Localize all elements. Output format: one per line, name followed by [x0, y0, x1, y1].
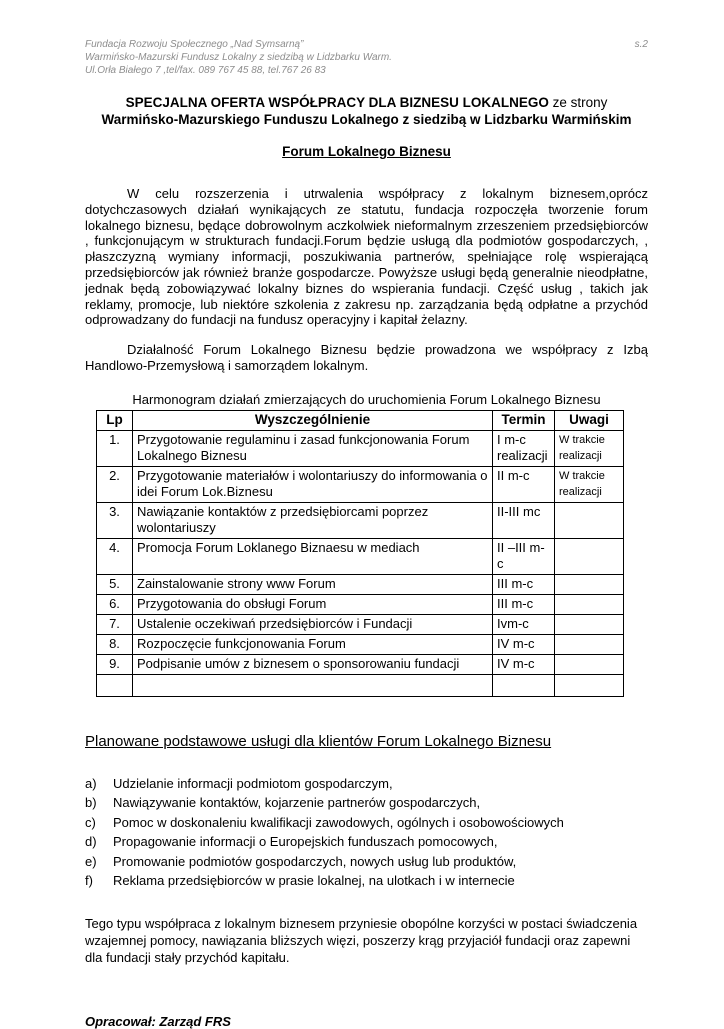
cell-termin: IV m-c	[493, 634, 555, 654]
service-item-marker: f)	[85, 873, 93, 889]
cell-uwagi	[555, 594, 624, 614]
service-item-marker: b)	[85, 795, 97, 811]
cell-lp: 9.	[97, 654, 133, 674]
cell-termin: IV m-c	[493, 654, 555, 674]
cell-uwagi: W trakcie realizacji	[555, 430, 624, 466]
header-org-name: Fundacja Rozwoju Społecznego „Nad Symsarną”	[85, 39, 304, 50]
table-row	[97, 574, 624, 594]
schedule-table	[96, 410, 624, 697]
document-title-suffix: ze strony	[548, 95, 608, 110]
cell-uwagi	[555, 674, 624, 696]
service-item-text: Nawiązywanie kontaktów, kojarzenie partnerów gospodarczych,	[113, 795, 481, 811]
cell-termin: II-III mc	[493, 502, 555, 538]
cell-lp: 2.	[97, 466, 133, 502]
section-heading-services: Planowane podstawowe usługi dla klientów Forum Lokalnego Biznesu	[85, 732, 552, 750]
service-item-text: Promowanie podmiotów gospodarczych, nowych usług lub produktów,	[113, 853, 517, 869]
cell-lp: 5.	[97, 574, 133, 594]
page-number: s.2	[634, 39, 648, 50]
schedule-table-caption: Harmonogram działań zmierzających do uruchomienia Forum Lokalnego Biznesu	[132, 391, 601, 407]
document-title-line2: Warmińsko-Mazurskiego Funduszu Lokalnego z siedzibą w Lidzbarku Warmińskim	[101, 112, 632, 127]
service-item	[85, 832, 648, 852]
column-header-termin: Termin	[493, 410, 555, 430]
cell-termin	[493, 674, 555, 696]
table-row	[97, 674, 624, 696]
cell-lp: 8.	[97, 634, 133, 654]
cell-uwagi	[555, 614, 624, 634]
service-item-text: Pomoc w doskonaleniu kwalifikacji zawodowych, ogólnych i osobowościowych	[113, 814, 564, 830]
table-row	[97, 430, 624, 466]
cell-termin: III m-c	[493, 574, 555, 594]
service-item	[85, 774, 648, 794]
cell-uwagi	[555, 502, 624, 538]
cell-desc: Przygotowanie regulaminu i zasad funkcjonowania Forum Lokalnego Biznesu	[133, 430, 493, 466]
header-org-sub: Warmińsko-Mazurski Fundusz Lokalny z siedzibą w Lidzbarku Warm.	[85, 52, 392, 63]
cell-desc: Promocja Forum Loklanego Biznaesu w mediach	[133, 538, 493, 574]
table-row	[97, 594, 624, 614]
schedule-table-head	[97, 410, 624, 430]
service-item-marker: a)	[85, 775, 97, 791]
paragraph-cooperation: Działalność Forum Lokalnego Biznesu będzie prowadzona we współpracy z Izbą Handlowo-Przemysłową i samorządem lokalnym.	[85, 342, 648, 373]
service-item	[85, 871, 648, 891]
service-item-marker: d)	[85, 834, 97, 850]
cell-uwagi: W trakcie realizacji	[555, 466, 624, 502]
cell-lp	[97, 674, 133, 696]
service-item-text: Reklama przedsiębiorców w prasie lokalnej, na ulotkach i w internecie	[113, 873, 515, 889]
cell-desc: Zainstalowanie strony www Forum	[133, 574, 493, 594]
table-row	[97, 634, 624, 654]
service-item	[85, 793, 648, 813]
service-item-text: Udzielanie informacji podmiotom gospodarczym,	[113, 775, 393, 791]
cell-desc: Ustalenie oczekiwań przedsiębiorców i Fundacji	[133, 614, 493, 634]
cell-lp: 6.	[97, 594, 133, 614]
table-row	[97, 538, 624, 574]
service-item-marker: e)	[85, 853, 97, 869]
table-row	[97, 502, 624, 538]
cell-desc: Nawiązanie kontaktów z przedsiębiorcami poprzez wolontariuszy	[133, 502, 493, 538]
table-row	[97, 654, 624, 674]
schedule-rows	[97, 430, 624, 696]
service-item	[85, 813, 648, 833]
service-item-marker: c)	[85, 814, 96, 830]
cell-desc: Rozpoczęcie funkcjonowania Forum	[133, 634, 493, 654]
service-item-text: Propagowanie informacji o Europejskich funduszach pomocowych,	[113, 834, 498, 850]
cell-uwagi	[555, 634, 624, 654]
table-row	[97, 466, 624, 502]
column-header-lp: Lp	[97, 410, 133, 430]
cell-desc: Przygotowanie materiałów i wolontariuszy do informowania o idei Forum Lok.Biznesu	[133, 466, 493, 502]
author-line: Opracował: Zarząd FRS	[85, 1013, 231, 1029]
column-header-uwagi: Uwagi	[555, 410, 624, 430]
cell-termin: Ivm-c	[493, 614, 555, 634]
column-header-wyszczegolnienie: Wyszczególnienie	[133, 410, 493, 430]
services-list	[85, 774, 648, 891]
cell-desc: Podpisanie umów z biznesem o sponsorowaniu fundacji	[133, 654, 493, 674]
cell-termin: II m-c	[493, 466, 555, 502]
cell-termin: I m-c realizacji	[493, 430, 555, 466]
header-address: Ul.Orła Białego 7 ,tel/fax. 089 767 45 88, tel.767 26 83	[85, 65, 326, 76]
cell-lp: 1.	[97, 430, 133, 466]
document-title-line1	[85, 94, 648, 111]
cell-lp: 4.	[97, 538, 133, 574]
cell-termin: III m-c	[493, 594, 555, 614]
cell-desc: Przygotowania do obsługi Forum	[133, 594, 493, 614]
cell-lp: 7.	[97, 614, 133, 634]
cell-lp: 3.	[97, 502, 133, 538]
document-title-main: SPECJALNA OFERTA WSPÓŁPRACY DLA BIZNESU LOKALNEGO	[125, 95, 549, 110]
paragraph-intro: W celu rozszerzenia i utrwalenia współpracy z lokalnym biznesem,oprócz dotychczasowych działań wynikających ze statutu, fundacja rozpoczęła tworzenie forum lokalnego biznesu, będące dobrowolnym aczkolwiek nieformalnym zrzeszeniem przedsiębiorców , funkcjonującym w strukturach fundacji.Forum będzie usługą dla podmiotów gospodarczych, , płaszczyzną wymiany informacji, poszukiwania partnerów, spełniające rolę wspierającą przedsiębiorców jak również branże gospodarcze. Powyższe usługi będą generalnie nieodpłatne, jednak będą zobowiązywać lokalny biznes do wspierania fundacji. Część usług , takich jak reklamy, promocje, lub niektóre szkolenia z zakresu np. zarządzania będą odpłatne a przychód odprowadzany do fundacji na fundusz operacyjny i kapitał żelazny.	[85, 186, 648, 328]
paragraph-closing: Tego typu współpraca z lokalnym biznesem przyniesie obopólne korzyści w postaci świadczenia wzajemnej pomocy, nawiązania bliższych więzi, poszerzy krąg przyjaciół fundacji oraz zapewni dla fundacji stały przychód kapitału.	[85, 915, 638, 965]
title-block	[85, 94, 648, 160]
cell-termin: II –III m-c	[493, 538, 555, 574]
cell-uwagi	[555, 538, 624, 574]
cell-uwagi	[555, 574, 624, 594]
document-header	[85, 38, 648, 77]
service-item	[85, 852, 648, 872]
table-row	[97, 614, 624, 634]
cell-uwagi	[555, 654, 624, 674]
table-header-row	[97, 410, 624, 430]
document-subtitle: Forum Lokalnego Biznesu	[282, 144, 451, 159]
cell-desc	[133, 674, 493, 696]
